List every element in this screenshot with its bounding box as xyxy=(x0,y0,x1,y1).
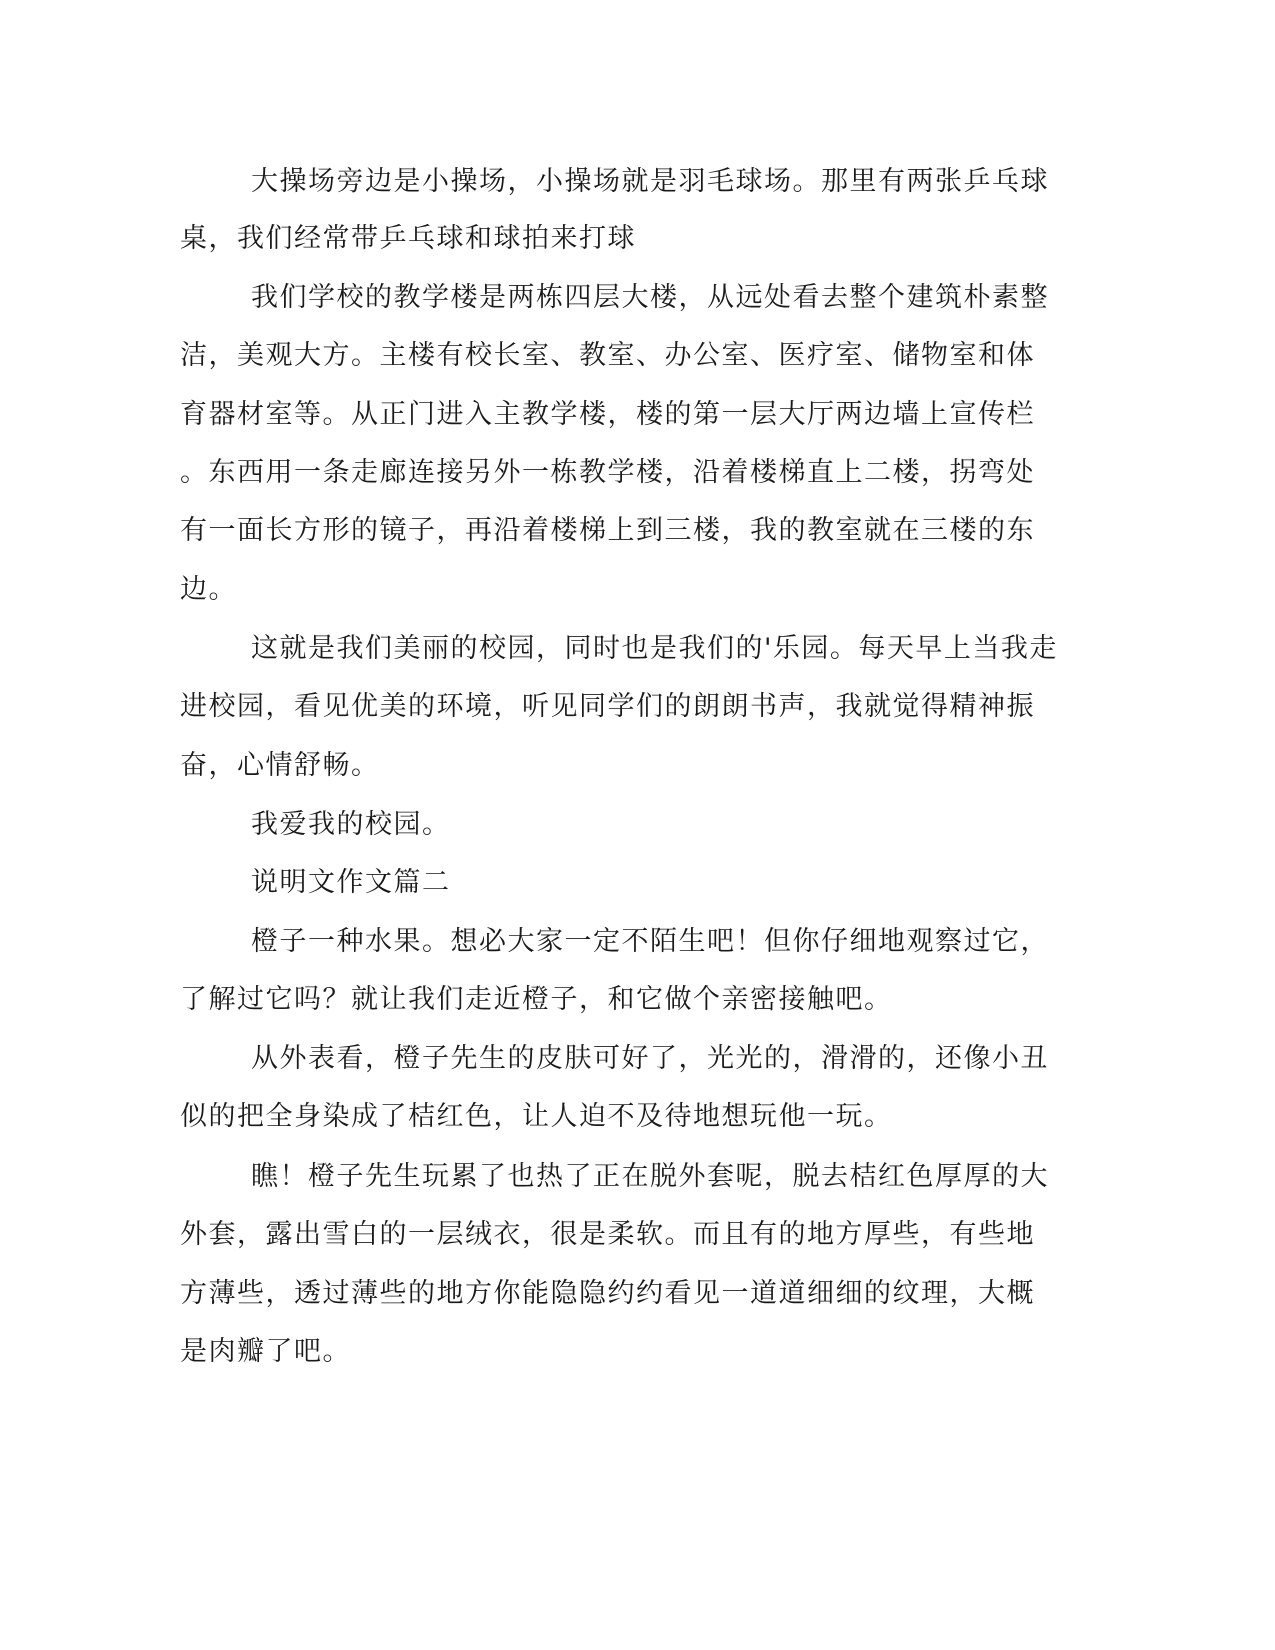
text-line: 是肉瓣了吧。 xyxy=(180,1336,351,1367)
text-line: 方薄些，透过薄些的地方你能隐隐约约看见一道道细细的纹理，大概 xyxy=(180,1278,1035,1309)
text-line: 有一面长方形的镜子，再沿着楼梯上到三楼，我的教室就在三楼的东 xyxy=(180,515,1035,546)
text-line: 从外表看，橙子先生的皮肤可好了，光光的，滑滑的，还像小丑 xyxy=(251,1043,1049,1074)
text-line: 奋，心情舒畅。 xyxy=(180,750,380,781)
text-line: 。东西用一条走廊连接另外一栋教学楼，沿着楼梯直上二楼，拐弯处 xyxy=(180,457,1035,488)
text-line: 似的把全身染成了桔红色，让人迫不及待地想玩他一玩。 xyxy=(180,1101,893,1132)
section-heading: 说明文作文篇二 xyxy=(251,867,451,898)
text-line: 我们学校的教学楼是两栋四层大楼，从远处看去整个建筑朴素整 xyxy=(251,282,1049,313)
text-line: 橙子一种水果。想必大家一定不陌生吧！但你仔细地观察过它， xyxy=(251,926,1049,957)
text-line: 育器材室等。从正门进入主教学楼，楼的第一层大厅两边墙上宣传栏 xyxy=(180,399,1035,430)
text-line: 洁，美观大方。主楼有校长室、教室、办公室、医疗室、储物室和体 xyxy=(180,340,1035,371)
text-line: 了解过它吗？就让我们走近橙子，和它做个亲密接触吧。 xyxy=(180,984,893,1015)
text-line: 进校园，看见优美的环境，听见同学们的朗朗书声，我就觉得精神振 xyxy=(180,691,1035,722)
text-line: 外套，露出雪白的一层绒衣，很是柔软。而且有的地方厚些，有些地 xyxy=(180,1219,1035,1250)
text-line: 瞧！橙子先生玩累了也热了正在脱外套呢，脱去桔红色厚厚的大 xyxy=(251,1161,1049,1192)
text-line: 我爱我的校园。 xyxy=(251,809,451,840)
text-line: 大操场旁边是小操场，小操场就是羽毛球场。那里有两张乒乓球 xyxy=(251,166,1049,197)
text-line: 这就是我们美丽的校园，同时也是我们的'乐园。每天早上当我走 xyxy=(251,633,1058,664)
text-line: 边。 xyxy=(180,574,237,605)
text-line: 桌，我们经常带乒乓球和球拍来打球 xyxy=(180,223,636,254)
